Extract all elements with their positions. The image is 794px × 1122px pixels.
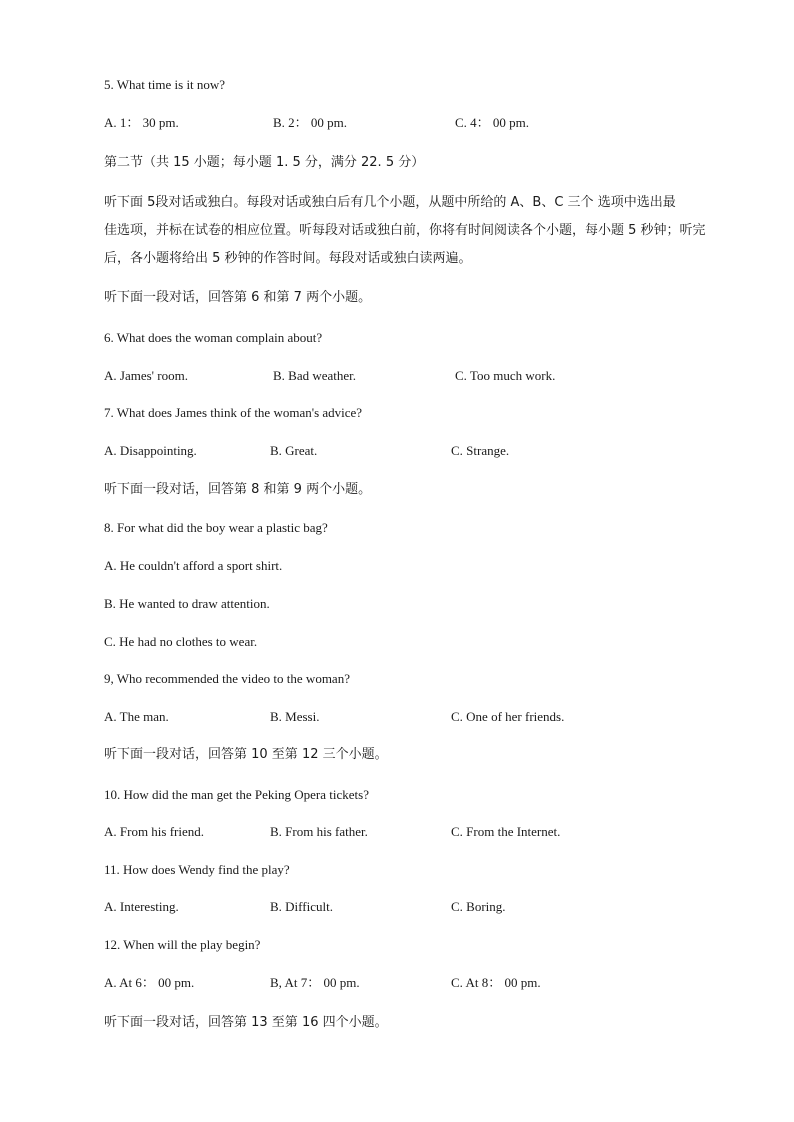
q11-option-b: B. Difficult. xyxy=(270,899,333,914)
q9-stem: 9, Who recommended the video to the woman? xyxy=(104,671,350,686)
q12-option-c: C. At 8： 00 pm. xyxy=(451,975,541,990)
q9-option-c: C. One of her friends. xyxy=(451,709,565,724)
q8-option-c: C. He had no clothes to wear. xyxy=(104,634,258,649)
q6-stem: 6. What does the woman complain about? xyxy=(104,330,323,345)
q11-option-c: C. Boring. xyxy=(451,899,506,914)
q6-option-a: A. James' room. xyxy=(104,368,188,383)
q6-option-c: C. Too much work. xyxy=(455,368,556,383)
instructions-line-1: 听下面 5段对话或独白。每段对话或独白后有几个小题，从题中所给的 A、B、C 三个 选项中选出最 xyxy=(104,195,676,210)
q8-option-a: A. He couldn't afford a sport shirt. xyxy=(104,558,283,573)
q5-option-b: B. 2： 00 pm. xyxy=(273,115,348,130)
q9-option-a: A. The man. xyxy=(104,709,169,724)
q10-option-c: C. From the Internet. xyxy=(451,824,561,839)
q5-stem: 5. What time is it now? xyxy=(104,77,226,92)
q7-option-b: B. Great. xyxy=(270,443,318,458)
q7-option-c: C. Strange. xyxy=(451,443,510,458)
dialog-intro-6-7: 听下面一段对话，回答第 6 和第 7 两个小题。 xyxy=(104,290,372,305)
q5-option-c: C. 4： 00 pm. xyxy=(455,115,530,130)
q10-option-a: A. From his friend. xyxy=(104,824,205,839)
q6-option-b: B. Bad weather. xyxy=(273,368,357,383)
section-heading: 第二节（共 15 小题；每小题 1. 5 分，满分 22. 5 分） xyxy=(104,155,425,170)
q12-stem: 12. When will the play begin? xyxy=(104,937,261,952)
dialog-intro-8-9: 听下面一段对话，回答第 8 和第 9 两个小题。 xyxy=(104,482,372,497)
dialog-intro-10-12: 听下面一段对话，回答第 10 至第 12 三个小题。 xyxy=(104,747,388,762)
section-instructions xyxy=(104,189,722,273)
q7-stem: 7. What does James think of the woman's advice? xyxy=(104,405,363,420)
q10-stem: 10. How did the man get the Peking Opera tickets? xyxy=(104,787,369,802)
q5-option-a: A. 1： 30 pm. xyxy=(104,115,179,130)
instructions-line-2: 佳选项，并标在试卷的相应位置。听每段对话或独白前，你将有时间阅读各个小题，每小题 5 秒钟；听完 xyxy=(104,223,706,238)
q11-option-a: A. Interesting. xyxy=(104,899,179,914)
q7-option-a: A. Disappointing. xyxy=(104,443,197,458)
q10-option-b: B. From his father. xyxy=(270,824,368,839)
instructions-line-3: 后，各小题将给出 5 秒钟的作答时间。每段对话或独白读两遍。 xyxy=(104,251,472,266)
q12-option-a: A. At 6： 00 pm. xyxy=(104,975,195,990)
q8-stem: 8. For what did the boy wear a plastic bag? xyxy=(104,520,328,535)
q9-option-b: B. Messi. xyxy=(270,709,320,724)
q12-option-b: B, At 7： 00 pm. xyxy=(270,975,360,990)
q8-option-b: B. He wanted to draw attention. xyxy=(104,596,270,611)
q11-stem: 11. How does Wendy find the play? xyxy=(104,862,290,877)
dialog-intro-13-16: 听下面一段对话，回答第 13 至第 16 四个小题。 xyxy=(104,1015,388,1030)
